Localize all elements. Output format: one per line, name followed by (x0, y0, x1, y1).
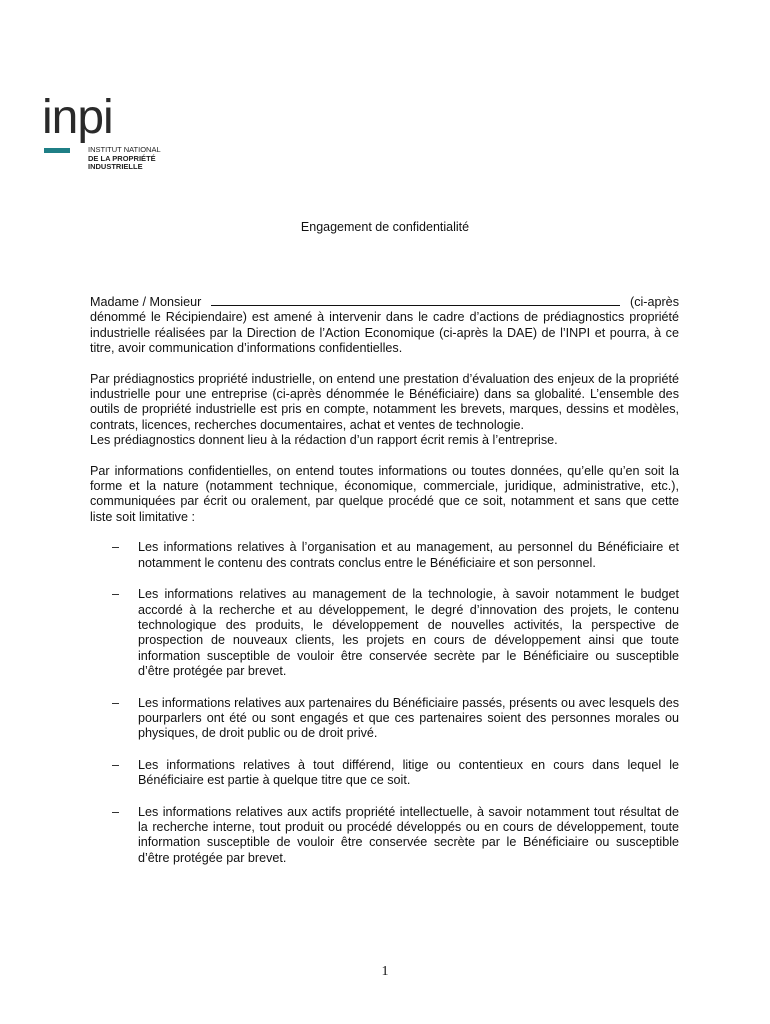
after-blank-text: (ci-après (630, 295, 679, 309)
document-title: Engagement de confidentialité (300, 220, 470, 234)
list-item (90, 805, 679, 867)
page-number: 1 (381, 964, 389, 979)
paragraph-confidential-info: Par informations confidentielles, on entend toutes informations ou toutes données, qu’elle qu’en soit la forme et la nature (notamment technique, économique, commerciale, juridique, administrative, etc.), communiquées par écrit ou oralement, par quelque procédé que ce soit, notamment et sans que cette liste soit limitative : (90, 463, 679, 524)
inpi-logo (42, 91, 182, 180)
confidential-info-list (90, 540, 679, 866)
list-item (90, 540, 679, 571)
list-item-text: Les informations relatives aux partenaires du Bénéficiaire passés, présents ou avec lesquels des pourparlers ont été ou sont engagés et que ces partenaires soient des personnes morales ou physiques, de droit public ou de droit privé. (138, 695, 679, 741)
logo-subtitle (88, 146, 161, 172)
logo-line-2: DE LA PROPRIÉTÉ (88, 153, 156, 163)
name-blank-field[interactable] (211, 295, 620, 306)
list-item (90, 587, 679, 679)
logo-line-1: INSTITUT NATIONAL (88, 145, 161, 154)
logo-line-3: INDUSTRIELLE (88, 162, 143, 171)
logo-wordmark: inpi (42, 91, 113, 144)
list-item-text: Les informations relatives à tout différend, litige ou contentieux en cours dans lequel le Bénéficiaire est partie à quelque titre que ce soit. (138, 757, 679, 788)
opening-paragraph (90, 295, 679, 357)
document-body (90, 295, 679, 882)
list-marker: – (112, 540, 120, 555)
logo-accent-bar (44, 148, 70, 153)
list-item-text: Les informations relatives à l’organisation et au management, au personnel du Bénéficiaire et notamment le contenu des contrats conclus entre le Bénéficiaire et son personnel. (138, 540, 679, 570)
salutation: Madame / Monsieur (90, 295, 202, 309)
opening-continuation: dénommé le Récipiendaire) est amené à intervenir dans le cadre d’actions de prédiagnostics propriété industrielle réalisées par la Direction de l’Action Economique (ci-après la DAE) de l’INPI et pourra, à ce titre, avoir communication d’informations confidentielles. (90, 310, 679, 356)
paragraph-report: Les prédiagnostics donnent lieu à la rédaction d’un rapport écrit remis à l’entreprise. (90, 433, 558, 448)
list-item (90, 696, 679, 742)
list-item (90, 758, 679, 789)
list-item-text: Les informations relatives au management de la technologie, à savoir notamment le budget accordé à la recherche et au développement, le degré d’innovation des projets, le contenu technologique des produits, le développement de nouvelles activités, la perspective de prospection de nouveaux clients, les projets en cours de développement ainsi que toute information susceptible de vouloir être conservée secrète par le Bénéficiaire ou susceptible d’être protégée par brevet. (138, 587, 679, 679)
paragraph-definition-prediagnostics: Par prédiagnostics propriété industrielle, on entend une prestation d’évaluation des enjeux de la propriété industrielle pour une entreprise (ci-après dénommée le Bénéficiaire) dans sa globalité. L’ensemble des outils de propriété industrielle est pris en compte, notamment les brevets, marques, dessins et modèles, contrats, licences, recherches documentaires, achat et ventes de technologie. (90, 371, 679, 432)
opening-line (90, 295, 679, 310)
list-marker: – (112, 804, 120, 819)
list-item-text: Les informations relatives aux actifs propriété intellectuelle, à savoir notamment tout résultat de la recherche interne, tout produit ou procédé développés ou en cours de développement, toute information susceptible de vouloir être conservée secrète par le Bénéficiaire ou susceptible d’être protégée par brevet. (138, 804, 679, 865)
list-marker: – (112, 757, 120, 772)
list-marker: – (112, 587, 120, 602)
list-marker: – (112, 695, 120, 710)
